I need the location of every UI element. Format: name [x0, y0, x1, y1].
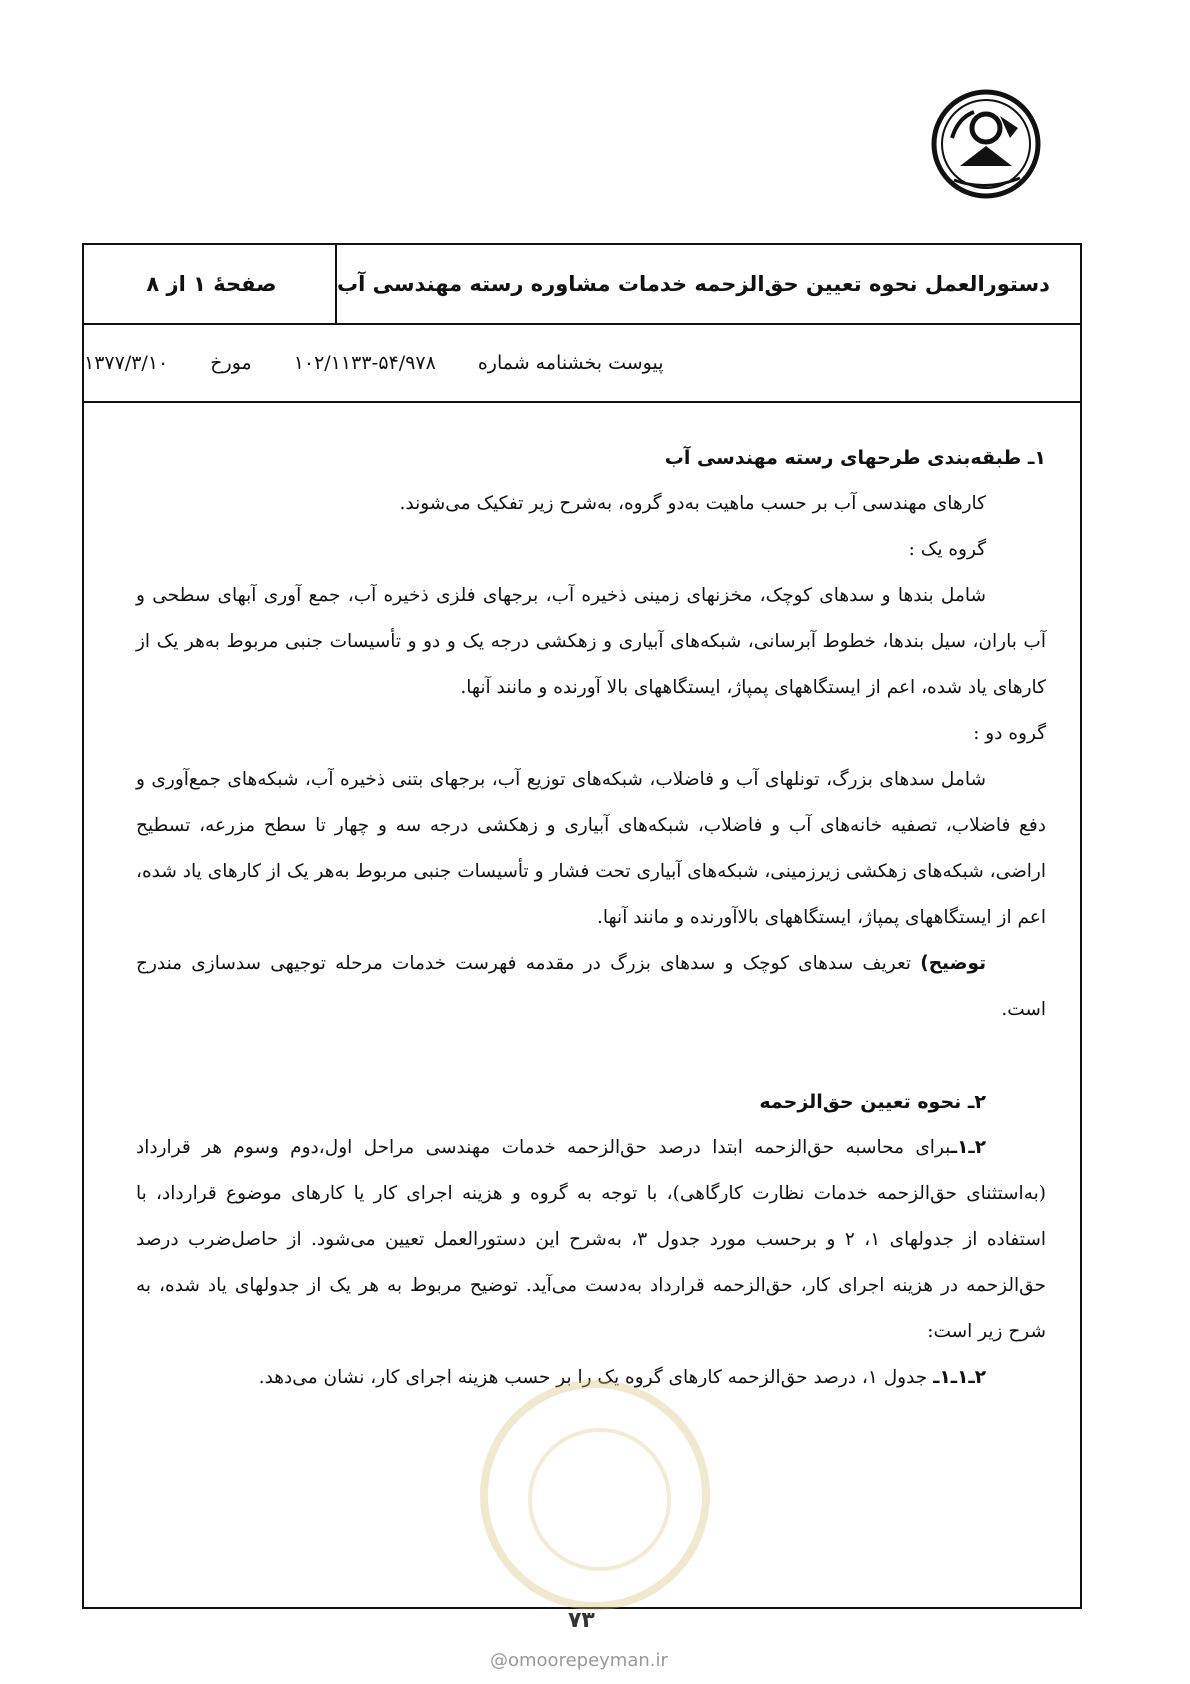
page-indicator: صفحهٔ ۱ از ۸	[84, 245, 339, 325]
attachment-label: پیوست بخشنامه شماره	[477, 352, 664, 374]
circular-date: ۱۳۷۷/۳/۱۰	[84, 352, 169, 374]
section2-1-text: برای محاسبه حق‌الزحمه ابتدا درصد حق‌الزحمه خدمات مهندسی مراحل اول،دوم وسوم هر قرارداد (به‌استثنای حق‌الزحمه خدمات نظارت کارگاهی)، با توجه به گروه و هزینه اجرای کار یا کارهای موضوع قرارداد، با استفاده از جدولهای ۱، ۲ و برحسب مورد جدول ۳، به‌شرح این دستورالعمل تعیین می‌شود. از حاصل‌ضرب درصد حق‌الزحمه در هزینه اجرای کار، حق‌الزحمه قرارداد به‌دست می‌آید. توضیح مربوط به هر یک از جدولهای یاد شده، به شرح زیر است:	[136, 1137, 1047, 1342]
section2-1-1-text: جدول ۱، درصد حق‌الزحمه کارهای گروه یک را بر حسب هزینه اجرای کار، نشان می‌دهد.	[258, 1367, 928, 1388]
group2-paragraph: شامل سدهای بزرگ، تونلهای آب و فاضلاب، شبکه‌های توزیع آب، برجهای بتنی ذخیره آب، شبکه‌های جمع‌آوری و دفع فاضلاب، تصفیه خانه‌های آب و فاضلاب، شبکه‌های آبیاری و زهکشی درجه سه و چهار تا سطح مزرعه، تسطیح اراضی، شبکه‌های زهکشی زیرزمینی، شبکه‌های آبیاری تحت فشار و تأسیسات جنبی مربوط به‌هر یک از کارهای یاد شده، اعم از ایستگاههای پمپاژ، ایستگاههای بالاآورنده و مانند آنها.	[136, 769, 1046, 928]
section2-1-paragraph	[136, 1125, 1046, 1355]
page-number: ۷۳	[568, 1608, 595, 1633]
section2-heading: ۲ـ نحوه تعیین حق‌الزحمه	[759, 1091, 986, 1113]
section2-1-1-label: ۲ـ۱ـ۱ـ	[933, 1367, 986, 1388]
group1-label: گروه یک :	[908, 539, 986, 560]
attachment-line	[84, 325, 1080, 403]
watermark-seal	[480, 1380, 710, 1610]
intro-paragraph: کارهای مهندسی آب بر حسب ماهیت به‌دو گروه، به‌شرح زیر تفکیک می‌شوند.	[399, 493, 986, 514]
note-paragraph	[136, 941, 1046, 1033]
section1-heading: ۱ـ طبقه‌بندی طرحهای رسته مهندسی آب	[664, 447, 1046, 469]
note-label: توضیح)	[920, 953, 987, 974]
circular-number: ۱۰۲/۱۱۳۳-۵۴/۹۷۸	[293, 352, 436, 374]
date-label: مورخ	[210, 352, 252, 374]
document-title: دستورالعمل نحوه تعیین حق‌الزحمه خدمات مشاوره رسته مهندسی آب	[335, 245, 1080, 325]
group1-paragraph: شامل بندها و سدهای کوچک، مخزنهای زمینی ذخیره آب، برجهای فلزی ذخیره آب، جمع آوری آبهای سطحی و آب باران، سیل بندها، خطوط آبرسانی، شبکه‌های آبیاری و زهکشی درجه یک و دو و تأسیسات جنبی مربوط به‌هر یک از کارهای یاد شده، اعم از ایستگاههای پمپاژ، ایستگاههای بالا آورنده و مانند آنها.	[136, 585, 1046, 698]
document-body	[136, 435, 1046, 1401]
note-text: تعریف سدهای کوچک و سدهای بزرگ در مقدمه فهرست خدمات مرحله توجیهی سدسازی مندرج است.	[136, 953, 1046, 1020]
organization-logo	[930, 88, 1042, 200]
group2-label: گروه دو :	[973, 723, 1046, 744]
section2-1-label: ۲ـ۱ـ	[950, 1137, 986, 1158]
site-watermark: @omoorepeyman.ir	[490, 1650, 668, 1671]
